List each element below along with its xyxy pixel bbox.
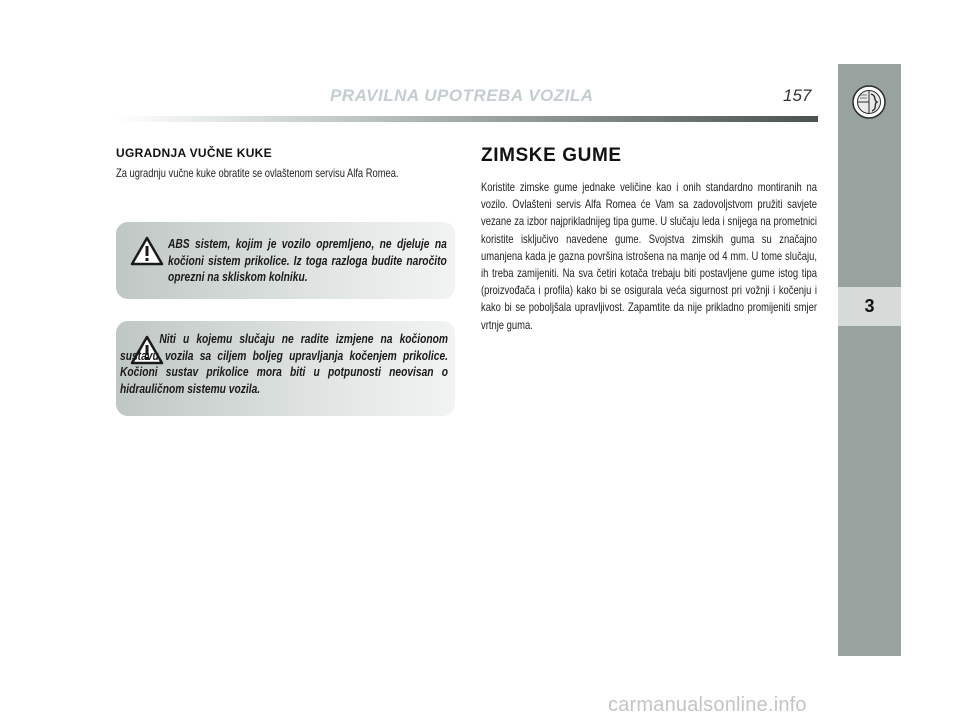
header-rule — [116, 116, 818, 122]
chapter-side-band — [838, 64, 901, 656]
tow-hook-text: Za ugradnju vučne kuke obratite se ovlaštenom servisu Alfa Romea. — [116, 166, 399, 180]
page-header-title: PRAVILNA UPOTREBA VOZILA — [330, 86, 594, 105]
abs-warning-text: ABS sistem, kojim je vozilo opremljeno, ne djeluje na kočioni sistem prikolice. Iz toga razloga budite naročito oprezni na skliskom kolniku. — [168, 237, 447, 284]
abs-warning-box — [116, 222, 455, 299]
winter-tires-body: Koristite zimske gume jednake veličine kao i onih standardno montiranih na vozilo. Ovlašteni servis Alfa Romea će Vam sa zadovoljstvom pružiti savjete vezane za izbor najprikladnijeg tipa gume. U slučaju leda i snijega na prometnici koristite isključivo navedene gume. Svojstva zimskih guma su značajno umanjena kada je gazna površina istrošena na manje od 4 mm. U tome slučaju, ih treba zamijeniti. Na sva četiri kotača trebaju biti postavljene gume istog tipa (proizvođača i profila) kako bi se osigurala veća sigurnost pri vožnji i kočenju i kako bi se poboljšala upravljivost. Zapamtite da nije prikladno promijeniti smjer vrtnje guma. — [481, 180, 817, 332]
watermark-text: carmanualsonline.info — [608, 694, 807, 716]
brake-warning-box — [116, 321, 455, 416]
alfa-romeo-logo-icon — [852, 85, 886, 119]
chapter-number-tab: 3 — [838, 287, 901, 326]
page-number: 157 — [783, 86, 812, 105]
warning-triangle-icon — [130, 236, 164, 266]
winter-tires-heading: ZIMSKE GUME — [481, 145, 622, 166]
brake-warning-text: Niti u kojemu slučaju ne radite izmjene na kočionom sustavu vozila sa ciljem boljeg upravljanja kočenjem prikolice. Kočioni sustav prikolice mora biti u potpunosti neovisan o hidrauličnom sistemu vozila. — [120, 332, 449, 396]
tow-hook-heading: UGRADNJA VUČNE KUKE — [116, 146, 272, 160]
